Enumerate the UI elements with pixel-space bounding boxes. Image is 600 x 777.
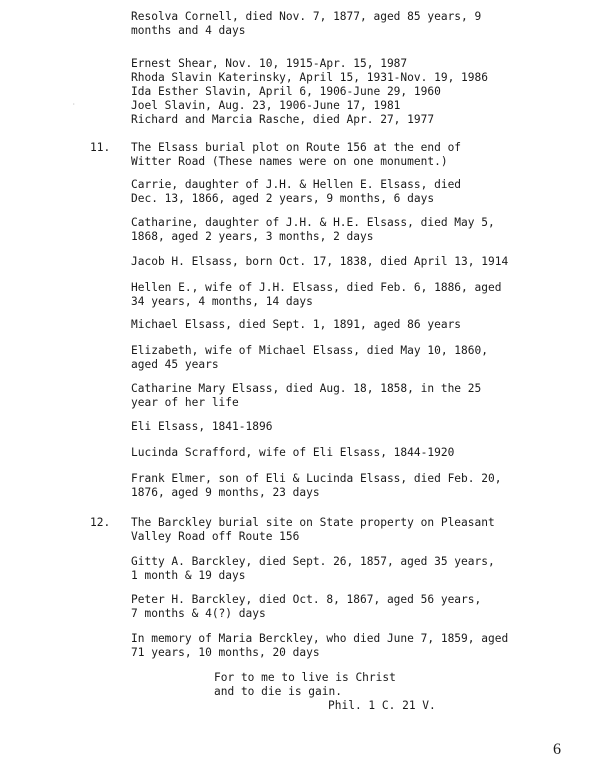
burial-entry: Jacob H. Elsass, born Oct. 17, 1838, died April 13, 1914 — [131, 255, 509, 268]
section-number: 12. — [90, 516, 111, 529]
burial-entry: Carrie, daughter of J.H. & Hellen E. Elsass, died Dec. 13, 1866, aged 2 years, 9 months, 6 days — [131, 178, 462, 205]
burial-entry: Frank Elmer, son of Eli & Lucinda Elsass, died Feb. 20, 1876, aged 9 months, 23 days — [131, 472, 502, 499]
epitaph-citation: Phil. 1 C. 21 V. — [328, 699, 436, 712]
scan-speck: · — [72, 101, 76, 108]
burial-entry: In memory of Maria Berckley, who died June 7, 1859, aged 71 years, 10 months, 20 days — [131, 632, 509, 659]
burial-entry: Peter H. Barckley, died Oct. 8, 1867, aged 56 years, 7 months & 4(?) days — [131, 593, 482, 620]
burial-entry: Rhoda Slavin Katerinsky, April 15, 1931-Nov. 19, 1986 — [131, 71, 488, 84]
burial-entry: Hellen E., wife of J.H. Elsass, died Feb. 6, 1886, aged 34 years, 4 months, 14 days — [131, 281, 502, 308]
burial-entry: Catharine Mary Elsass, died Aug. 18, 1858, in the 25 year of her life — [131, 382, 482, 409]
burial-entry: Eli Elsass, 1841-1896 — [131, 420, 273, 433]
burial-entry: Ida Esther Slavin, April 6, 1906-June 29, 1960 — [131, 85, 441, 98]
burial-entry: Joel Slavin, Aug. 23, 1906-June 17, 1981 — [131, 99, 401, 112]
burial-entry: Richard and Marcia Rasche, died Apr. 27, 1977 — [131, 113, 435, 126]
burial-entry: Ernest Shear, Nov. 10, 1915-Apr. 15, 1987 — [131, 57, 408, 70]
burial-entry: Catharine, daughter of J.H. & H.E. Elsass, died May 5, 1868, aged 2 years, 3 months, 2 days — [131, 216, 495, 243]
burial-entry: Michael Elsass, died Sept. 1, 1891, aged 86 years — [131, 318, 462, 331]
section-heading: The Elsass burial plot on Route 156 at the end of Witter Road (These names were on one monument.) — [131, 141, 462, 168]
epitaph-verse: For to me to live is Christ and to die is gain. — [214, 671, 396, 698]
page-number: 6 — [553, 741, 561, 758]
burial-entry: Gitty A. Barckley, died Sept. 26, 1857, aged 35 years, 1 month & 19 days — [131, 555, 495, 582]
burial-entry: Resolva Cornell, died Nov. 7, 1877, aged 85 years, 9 months and 4 days — [131, 10, 482, 37]
section-number: 11. — [90, 141, 111, 154]
burial-entry: Elizabeth, wife of Michael Elsass, died May 10, 1860, aged 45 years — [131, 344, 488, 371]
burial-entry: Lucinda Scrafford, wife of Eli Elsass, 1844-1920 — [131, 446, 455, 459]
section-heading: The Barckley burial site on State property on Pleasant Valley Road off Route 156 — [131, 516, 495, 543]
